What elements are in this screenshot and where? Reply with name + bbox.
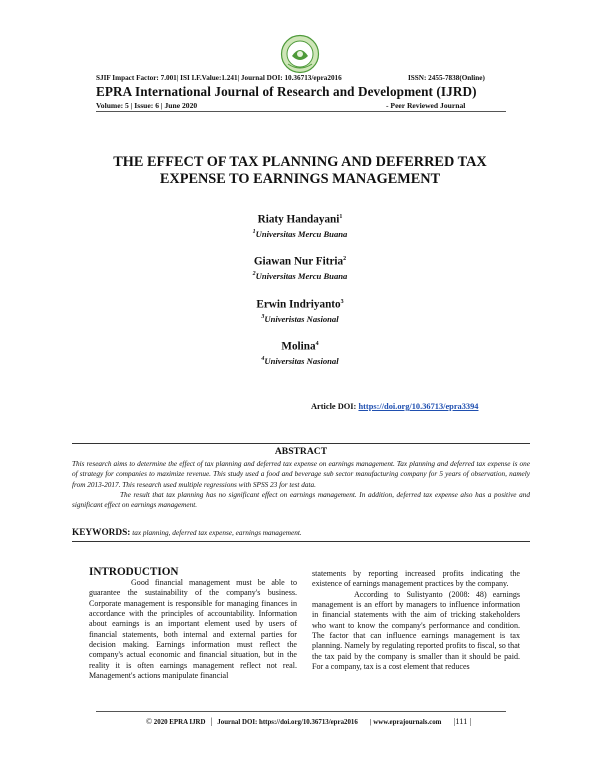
author-name: Erwin Indriyanto$^3$ bbox=[256, 298, 344, 311]
body-paragraph: According to Sulistyanto (2008: 48) earnings management is an effort by managers to influence information in financial statements with the aim of tricking stakeholders who want to know the company's performance and condition. The factor that can influence earnings management is tax planning. Namely by regulating reported profits to fiscal, so that the tax paid by the company is smaller than it should be paid. For a company, tax is a cost element that reduces bbox=[312, 589, 520, 672]
author-name: Molina$^4$ bbox=[281, 340, 319, 353]
volume-issue: Volume: 5 | Issue: 6 | June 2020 bbox=[96, 101, 198, 110]
keywords-line bbox=[72, 528, 530, 538]
keywords-list: tax planning, deferred tax expense, earnings management. bbox=[130, 529, 302, 537]
author-affiliation: $^2$Universitas Mercu Buana bbox=[252, 270, 348, 281]
journal-metrics-line bbox=[96, 74, 506, 82]
author-name: Riaty Handayani$^1$ bbox=[257, 213, 343, 226]
footer-spacer bbox=[363, 716, 365, 726]
paper-title-line-1: THE EFFECT OF TAX PLANNING AND DEFERRED TAX bbox=[113, 154, 487, 170]
author-block bbox=[150, 253, 450, 281]
abstract-body bbox=[72, 459, 530, 510]
author-affiliation: $^3$Univeristas Nasional bbox=[261, 313, 339, 324]
copyright-text: 2020 EPRA IJRD bbox=[152, 719, 206, 726]
footer-divider bbox=[96, 711, 506, 712]
footer-separator: | bbox=[210, 716, 213, 726]
doi-label: Article DOI: bbox=[311, 402, 359, 411]
journal-logo-icon bbox=[280, 34, 320, 74]
author-block bbox=[150, 296, 450, 324]
peer-reviewed-label: - Peer Reviewed Journal bbox=[386, 101, 466, 110]
copyright-icon: © bbox=[146, 717, 153, 726]
paper-title bbox=[60, 154, 540, 188]
footer-journal-doi: Journal DOI: https://doi.org/10.36713/epra2016 bbox=[217, 719, 358, 726]
body-paragraph: statements by reporting increased profits indicating the existence of earnings management practices by the company. bbox=[312, 569, 520, 589]
footer-spacer bbox=[446, 716, 448, 726]
body-paragraph: Good financial management must be able to guarantee the sustainability of the company's business. Corporate management is responsible for managing finances in accordance with the principles of accountability. Information about earnings is an important element used by users of financial statements, both internal and external parties for decision making. Earnings information must reflect the company's actual economic and financial situation, but in the reality it is often earnings management reflect not real. Management's actions manipulate financial bbox=[89, 578, 297, 681]
abstract-bottom-divider bbox=[72, 541, 530, 542]
journal-title: EPRA International Journal of Research and Development (IJRD) bbox=[96, 84, 477, 99]
abstract-heading: ABSTRACT bbox=[274, 446, 328, 457]
abstract-paragraph: The result that tax planning has no significant effect on earnings management. In addition, deferred tax expense also has a positive and significant effect on earnings management. bbox=[72, 490, 530, 510]
author-affiliation: $^4$Universitas Nasional bbox=[261, 355, 339, 366]
abstract-top-divider bbox=[72, 443, 530, 444]
article-doi bbox=[311, 402, 479, 411]
header-divider bbox=[96, 111, 506, 112]
page-footer bbox=[146, 716, 471, 726]
impact-factor-text: SJIF Impact Factor: 7.001| ISI I.F.Value:1.241| Journal DOI: 10.36713/epra2016 bbox=[96, 74, 342, 82]
footer-website: | www.eprajournals.com bbox=[370, 719, 442, 726]
author-block bbox=[150, 211, 450, 239]
paper-title-line-2: EXPENSE TO EARNINGS MANAGEMENT bbox=[159, 171, 441, 187]
body-column-left bbox=[89, 566, 297, 681]
doi-link[interactable]: https://doi.org/10.36713/epra3394 bbox=[358, 402, 479, 411]
page-number: |111 | bbox=[453, 717, 472, 726]
keywords-label: KEYWORDS: bbox=[72, 528, 131, 538]
author-name: Giawan Nur Fitria$^2$ bbox=[253, 255, 347, 268]
abstract-paragraph: This research aims to determine the effect of tax planning and deferred tax expense on earnings management. Tax planning and deferred tax expense is one of strategy for companies to maximize revenue. This study used a food and beverage sub sector manufacturing company for 5 years of observation, namely from 2013-2017. This research used multiple regressions with SPSS 23 for test data. bbox=[72, 460, 530, 489]
author-block bbox=[150, 338, 450, 366]
body-column-right bbox=[312, 569, 520, 672]
author-affiliation: $^1$Universitas Mercu Buana bbox=[252, 228, 348, 239]
introduction-heading: INTRODUCTION bbox=[89, 566, 179, 578]
issn-text: ISSN: 2455-7838(Online) bbox=[408, 74, 485, 82]
